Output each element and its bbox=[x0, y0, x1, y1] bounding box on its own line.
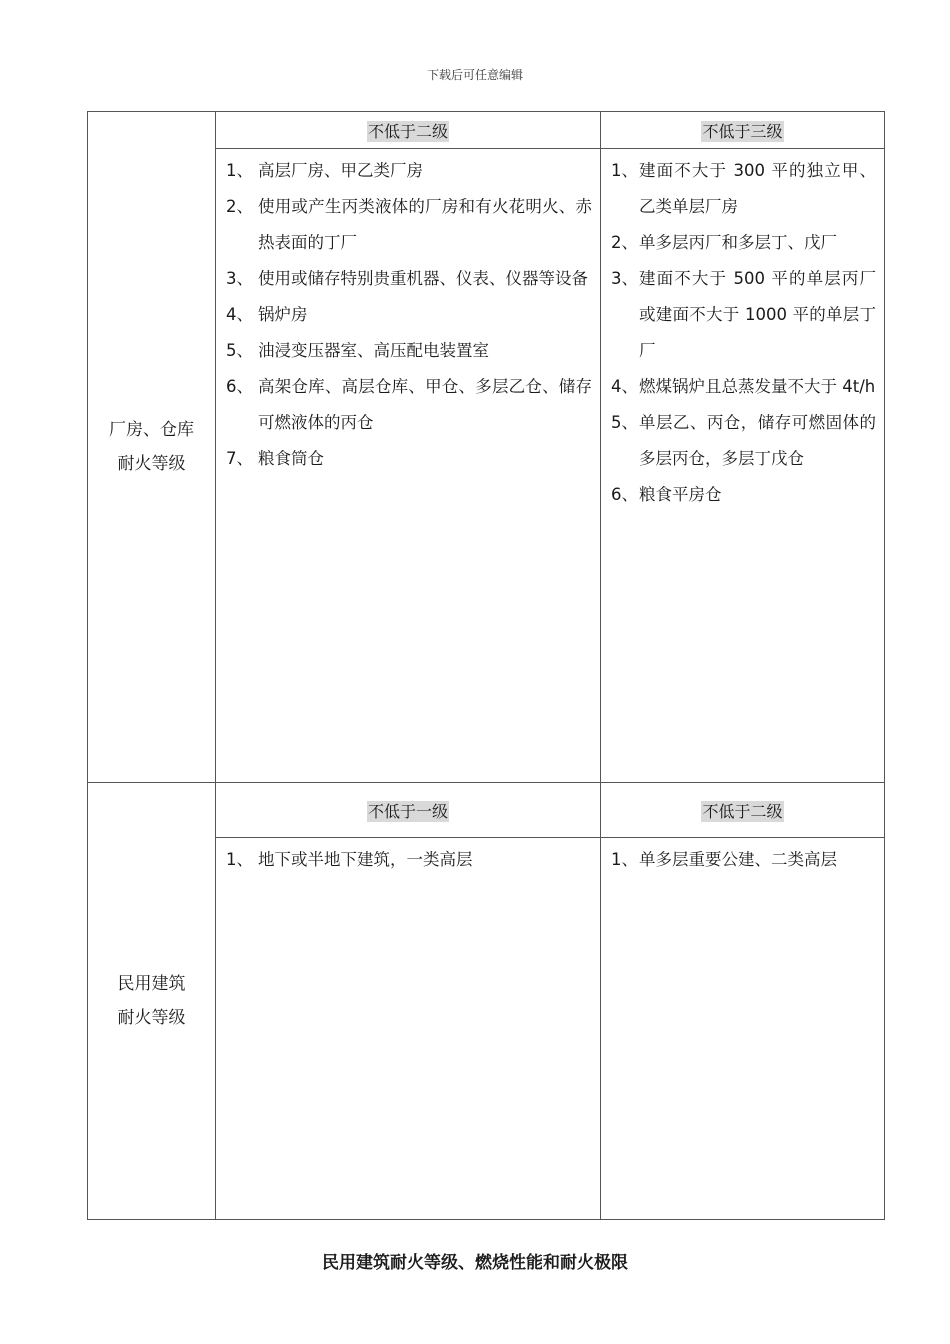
list-item bbox=[226, 297, 592, 333]
list-item bbox=[226, 189, 592, 261]
list-item bbox=[226, 369, 592, 441]
list-item bbox=[611, 405, 876, 477]
list-item-number: 4、 bbox=[226, 305, 253, 324]
list-item-number: 2、 bbox=[226, 197, 253, 216]
list-item-number: 6、 bbox=[611, 485, 638, 504]
list-item-text: 建面不大于 300 平的独立甲、乙类单层厂房 bbox=[639, 161, 876, 216]
list-item-number: 1、 bbox=[226, 850, 253, 869]
civil-label-line1: 民用建筑 bbox=[117, 974, 186, 994]
list-item-number: 1、 bbox=[611, 850, 638, 869]
list-item-number: 1、 bbox=[611, 161, 638, 180]
list-item bbox=[611, 477, 876, 513]
list-item-text: 锅炉房 bbox=[258, 305, 308, 324]
list-item-text: 单层乙、丙仓，储存可燃固体的多层丙仓，多层丁戊仓 bbox=[639, 413, 876, 468]
list-item-number: 3、 bbox=[226, 269, 253, 288]
list-item bbox=[611, 369, 876, 405]
list-item-text: 建面不大于 500 平的单层丙厂或建面不大于 1000 平的单层丁厂 bbox=[639, 269, 876, 360]
list-item bbox=[611, 225, 876, 261]
factory-label-line2: 耐火等级 bbox=[117, 454, 186, 474]
page-header-note: 下载后可任意编辑 bbox=[426, 68, 523, 82]
list-item-text: 粮食平房仓 bbox=[639, 485, 722, 504]
factory-left-cell bbox=[216, 149, 601, 783]
list-item-text: 地下或半地下建筑，一类高层 bbox=[258, 850, 473, 869]
list-item-number: 3、 bbox=[611, 269, 638, 288]
list-item-number: 7、 bbox=[226, 449, 253, 468]
civil-left-list bbox=[216, 838, 600, 878]
civil-grade-right: 不低于二级 bbox=[601, 783, 885, 838]
list-item-number: 5、 bbox=[611, 413, 638, 432]
list-item-number: 4、 bbox=[611, 377, 638, 396]
factory-grade-left: 不低于二级 bbox=[216, 112, 601, 149]
list-item-text: 使用或产生丙类液体的厂房和有火花明火、赤热表面的丁厂 bbox=[258, 197, 592, 252]
section-title: 民用建筑耐火等级、燃烧性能和耐火极限 bbox=[322, 1253, 628, 1273]
civil-row-header bbox=[88, 783, 216, 1220]
list-item bbox=[226, 261, 592, 297]
civil-grade-left: 不低于一级 bbox=[216, 783, 601, 838]
factory-row-header bbox=[88, 112, 216, 783]
list-item bbox=[226, 153, 592, 189]
factory-right-cell bbox=[601, 149, 885, 783]
fire-rating-table bbox=[87, 111, 885, 1220]
list-item-text: 高层厂房、甲乙类厂房 bbox=[258, 161, 423, 180]
civil-label-line2: 耐火等级 bbox=[117, 1008, 186, 1028]
list-item-number: 6、 bbox=[226, 377, 253, 396]
list-item bbox=[226, 333, 592, 369]
factory-label-line1: 厂房、仓库 bbox=[109, 420, 194, 440]
list-item bbox=[611, 153, 876, 225]
factory-left-list bbox=[216, 149, 600, 477]
list-item-text: 单多层重要公建、二类高层 bbox=[639, 850, 837, 869]
civil-left-cell bbox=[216, 838, 601, 1220]
list-item-text: 高架仓库、高层仓库、甲仓、多层乙仓、储存可燃液体的丙仓 bbox=[258, 377, 592, 432]
list-item-number: 1、 bbox=[226, 161, 253, 180]
list-item-text: 使用或储存特别贵重机器、仪表、仪器等设备 bbox=[258, 269, 588, 288]
civil-right-list bbox=[601, 838, 884, 878]
list-item-text: 燃煤锅炉且总蒸发量不大于 4t/h bbox=[639, 377, 876, 396]
list-item bbox=[226, 842, 592, 878]
list-item bbox=[611, 842, 876, 878]
list-item bbox=[226, 441, 592, 477]
list-item-number: 5、 bbox=[226, 341, 253, 360]
civil-right-cell bbox=[601, 838, 885, 1220]
factory-grade-right: 不低于三级 bbox=[601, 112, 885, 149]
list-item-number: 2、 bbox=[611, 233, 638, 252]
list-item-text: 单多层丙厂和多层丁、戊厂 bbox=[639, 233, 837, 252]
factory-right-list bbox=[601, 149, 884, 513]
list-item bbox=[611, 261, 876, 369]
list-item-text: 油浸变压器室、高压配电装置室 bbox=[258, 341, 489, 360]
list-item-text: 粮食筒仓 bbox=[258, 449, 324, 468]
